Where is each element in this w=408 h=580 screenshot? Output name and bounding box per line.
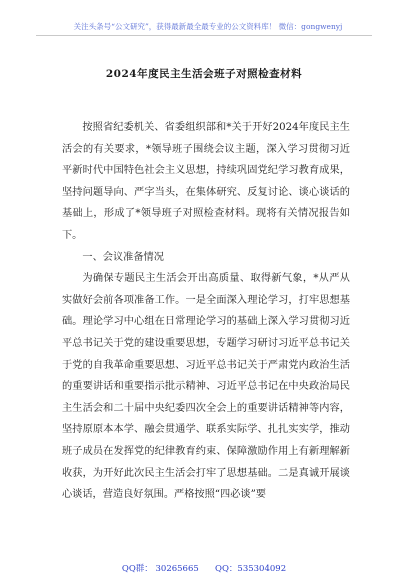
section-paragraph: 为确保专题民主生活会开出高质量、取得新气象，*从严从实做好会前各项准备工作。一是全面深入理论学习，打牢思想基础。理论学习中心组在日常理论学习的基础上深入学习贯彻习近平总书记关于党的建设重要思想，专题学习研讨习近平总书记关于党的自我革命重要思想、习近平总书记关于严肃党内政治生活的重要讲话和重要指示批示精神、习近平总书记在中央政治局民主生活会和二十届中央纪委四次全会上的重要讲话精神等内容，坚持原原本本学、融会贯通学、联系实际学、扎扎实实学，推动班子成员在发挥党的纪律教育约束、保障激励作用上有新理解新收获，为开好此次民主生活会打牢了思想基础。二是真诚开展谈心谈话，营造良好氛围。严格按照“四必谈”要 <box>62 273 350 501</box>
section-heading: 一、会议准备情况 <box>82 251 164 263</box>
header-promo-note: 关注头条号“公文研究”，获得最新最全最专业的公文资料库！ 微信：gongwenyj <box>73 22 343 31</box>
intro-paragraph: 按照省纪委机关、省委组织部和*关于开好2024年度民主生活会的有关要求，*领导班子围绕会议主题，深入学习贯彻习近平新时代中国特色社会主义思想，持续巩固党纪学习教育成果，坚持问题导向、严字当头，在集体研究、反复讨论、谈心谈话的基础上，形成了*领导班子对照检查材料。现将有关情况报告如下。 <box>62 122 350 241</box>
document-body <box>62 117 350 506</box>
document-title: 2024年度民主生活会班子对照检查材料 <box>105 68 303 80</box>
footer-contact: QQ群： 30265665 QQ：535304092 <box>121 564 287 574</box>
header-divider <box>36 35 372 36</box>
